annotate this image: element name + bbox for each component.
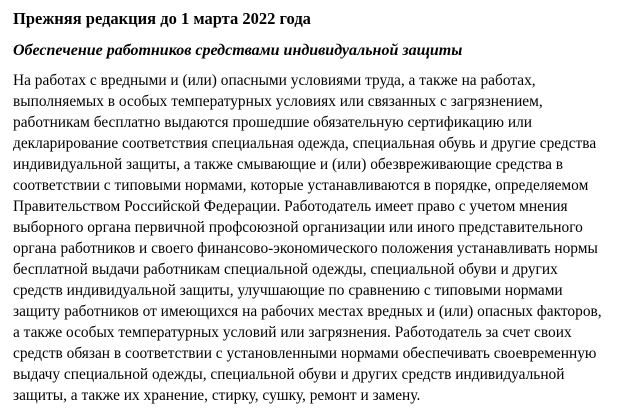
paragraph-line: средств индивидуальной защиты, улучшающие по сравнению с типовыми нормами: [13, 282, 563, 299]
paragraph-line: работникам бесплатно выдаются прошедшие обязательную сертификацию или: [13, 114, 533, 131]
paragraph-line: Правительством Российской Федерации. Работодатель имеет право с учетом мнения: [13, 198, 568, 215]
paragraph-line: выдачу специальной одежды, специальной обуви и других средств индивидуальной: [13, 366, 565, 383]
paragraph-line: декларирование соответствия специальная одежда, специальная обувь и другие средства: [13, 135, 597, 152]
revision-heading: Прежняя редакция до 1 марта 2022 года: [13, 9, 311, 28]
article-paragraph: [13, 70, 633, 406]
paragraph-line: средств обязан в соответствии с установленными нормами обеспечивать своевременную: [13, 345, 597, 362]
paragraph-line: защиту работников от имеющихся на рабочих местах вредных и (или) опасных факторов,: [13, 303, 602, 320]
paragraph-line: На работах с вредными и (или) опасными условиями труда, а также на работах,: [13, 72, 536, 89]
article-title: Обеспечение работников средствами индивидуальной защиты: [13, 42, 463, 59]
paragraph-line: бесплатной выдачи работникам специальной одежды, специальной обуви и других: [13, 261, 558, 278]
paragraph-line: выполняемых в особых температурных условиях или связанных с загрязнением,: [13, 93, 543, 110]
paragraph-line: а также особых температурных условий или загрязнения. Работодатель за счет своих: [13, 324, 572, 341]
paragraph-line: индивидуальной защиты, а также смывающие и (или) обезвреживающие средства в: [13, 156, 564, 173]
paragraph-line: органа работников и своего финансово-экономического положения устанавливать нормы: [13, 240, 598, 257]
paragraph-line: защиты, а также их хранение, стирку, сушку, ремонт и замену.: [13, 387, 421, 404]
paragraph-line: выборного органа первичной профсоюзной организации или иного представительного: [13, 219, 583, 236]
paragraph-line: соответствии с типовыми нормами, которые устанавливаются в порядке, определяемом: [13, 177, 589, 194]
